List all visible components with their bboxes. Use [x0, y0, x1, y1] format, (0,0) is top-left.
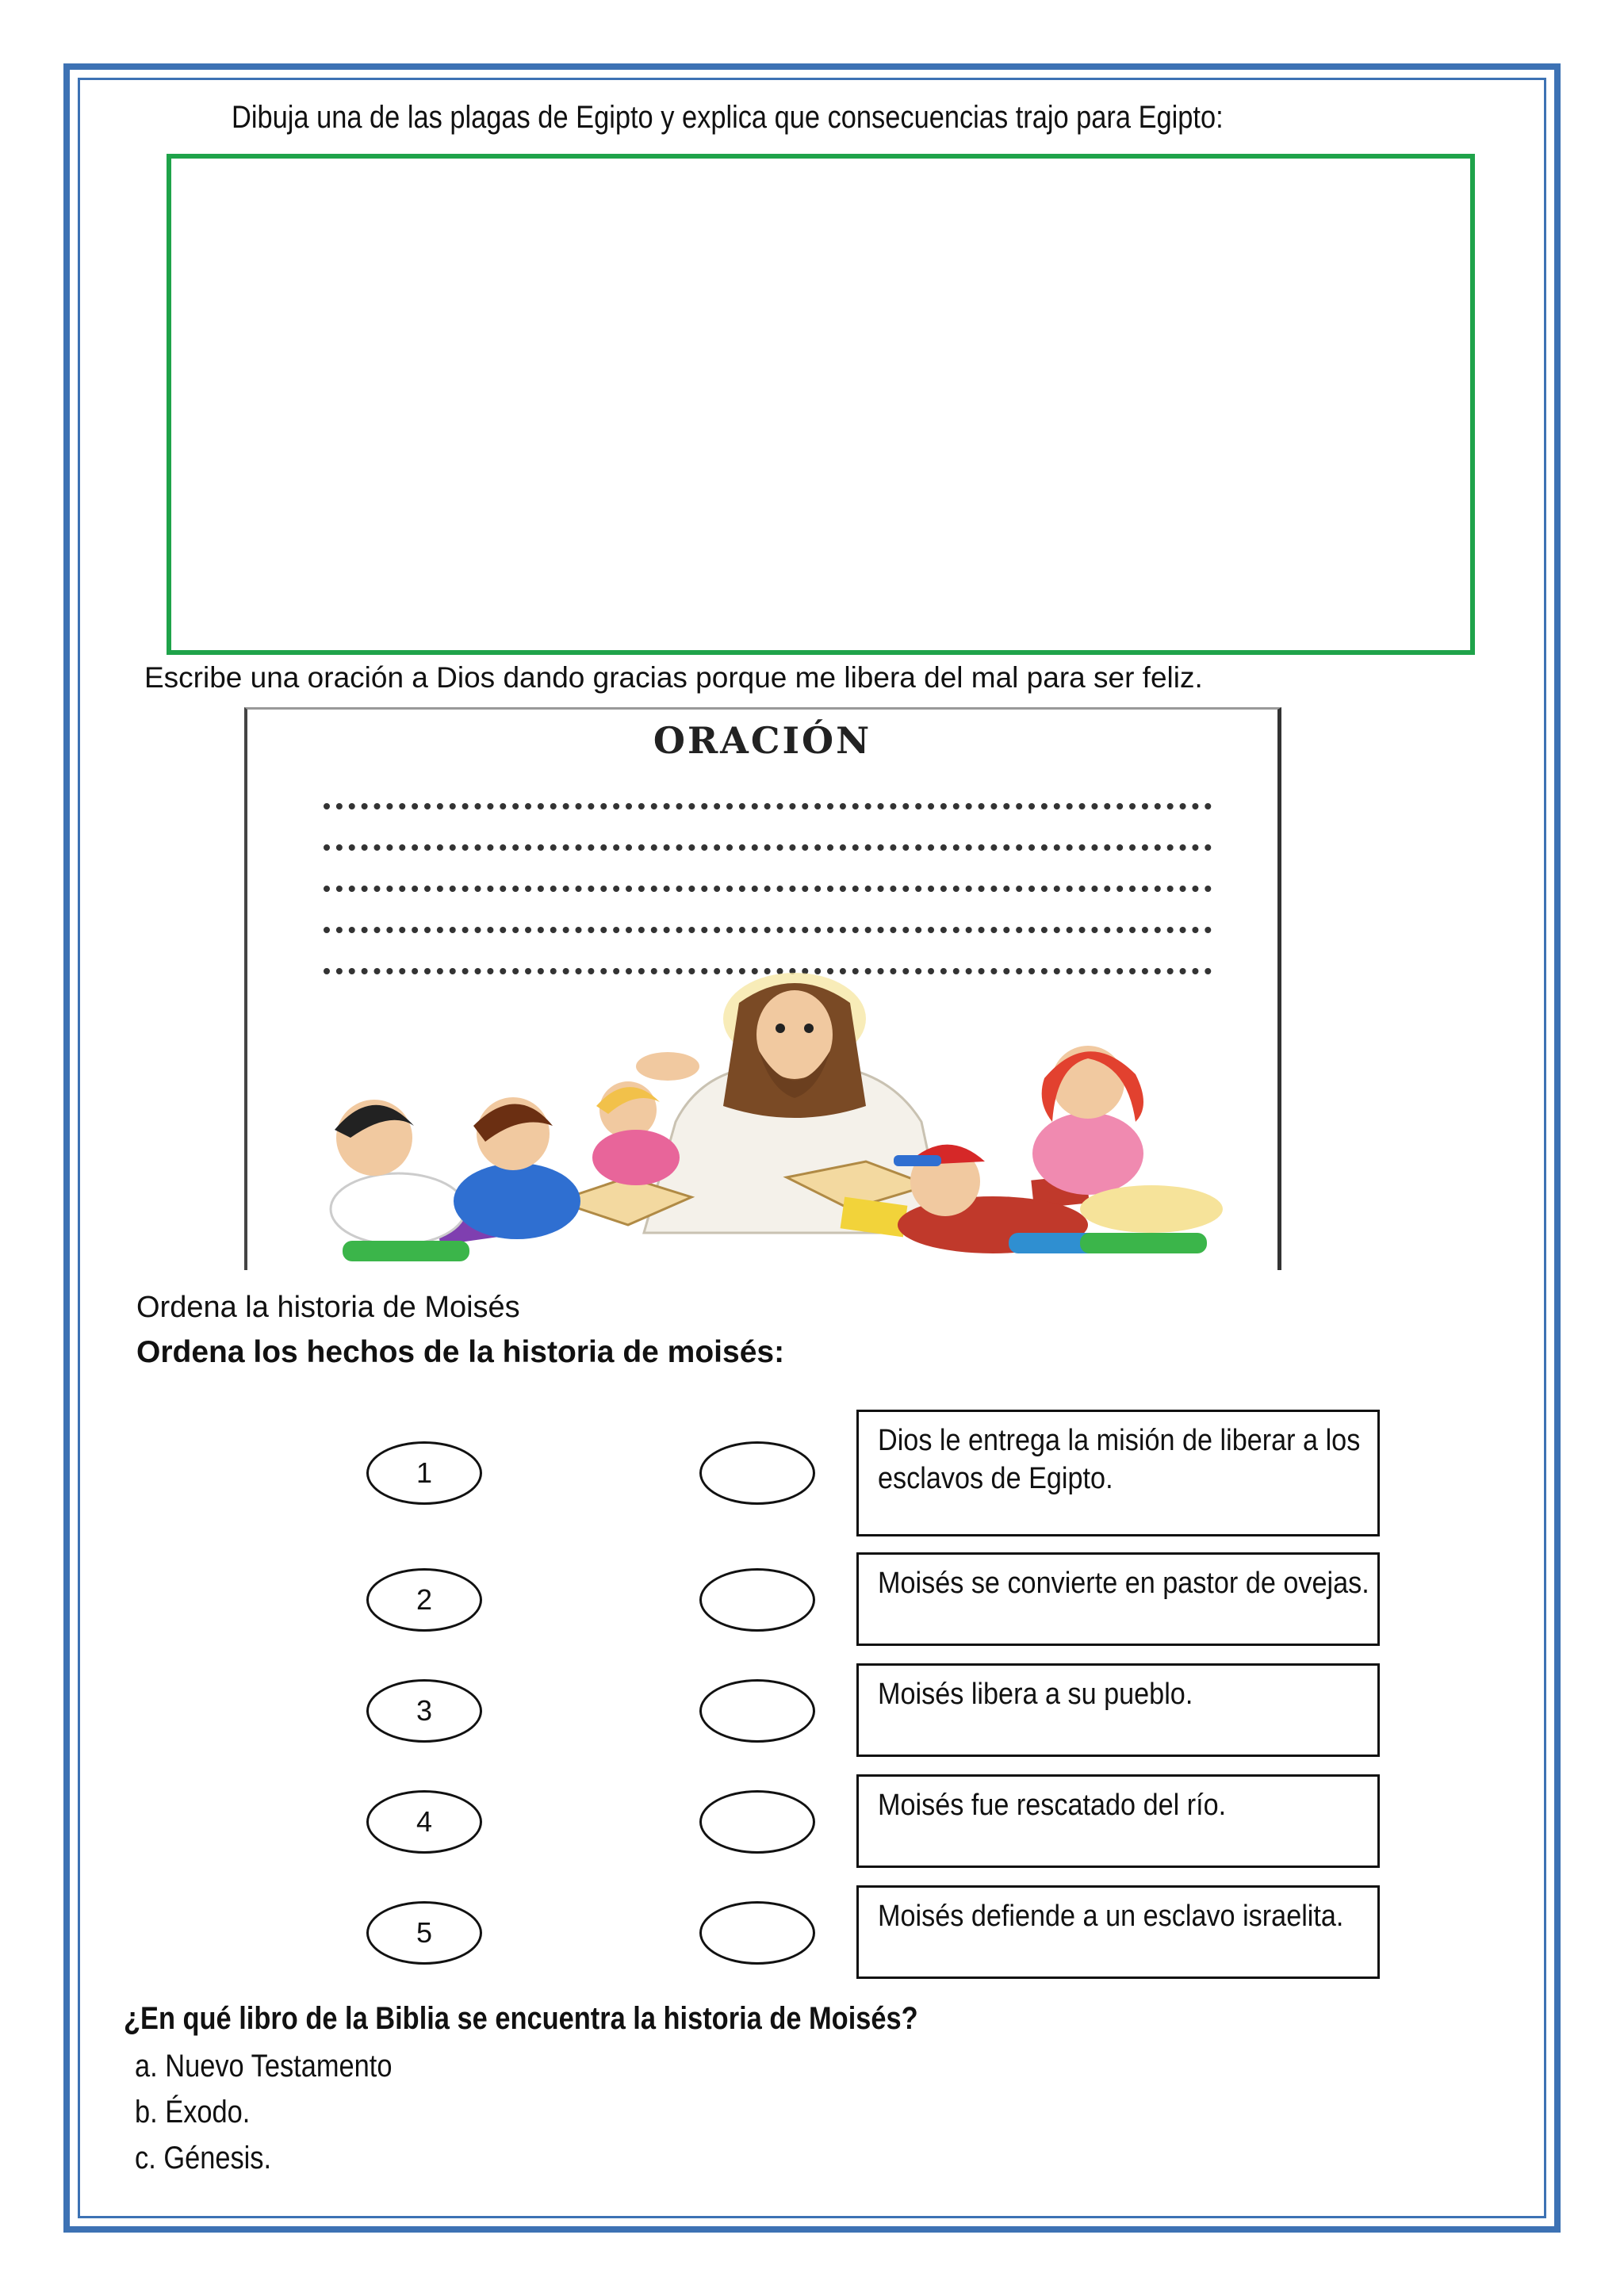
- answer-oval[interactable]: [699, 1568, 815, 1632]
- prayer-instruction: Escribe una oración a Dios dando gracias porque me libera del mal para ser feliz.: [144, 661, 1203, 694]
- prayer-writing-line[interactable]: [324, 803, 1212, 809]
- prayer-writing-line[interactable]: [324, 886, 1212, 892]
- quiz-option-a[interactable]: a. Nuevo Testamento: [135, 2049, 393, 2084]
- event-box: [856, 1552, 1380, 1646]
- prayer-sheet: [244, 707, 1281, 1270]
- jesus-with-children-illustration: [295, 971, 1239, 1270]
- event-box: [856, 1885, 1380, 1979]
- answer-oval[interactable]: [699, 1679, 815, 1743]
- order-heading: Ordena los hechos de la historia de moisés:: [136, 1335, 785, 1369]
- event-text: Moisés defiende a un esclavo israelita.: [878, 1900, 1344, 1933]
- answer-oval[interactable]: [699, 1901, 815, 1965]
- number-label: 2: [416, 1583, 433, 1616]
- quiz-question: ¿En qué libro de la Biblia se encuentra la historia de Moisés?: [124, 2001, 918, 2036]
- prayer-sheet-title: ORACIÓN: [653, 719, 872, 762]
- prayer-writing-line[interactable]: [324, 844, 1212, 851]
- number-label: 4: [416, 1805, 433, 1838]
- number-oval: [366, 1790, 482, 1854]
- event-box: [856, 1663, 1380, 1757]
- drawing-area[interactable]: [167, 154, 1475, 655]
- number-oval: [366, 1679, 482, 1743]
- number-label: 3: [416, 1694, 433, 1727]
- event-text: Moisés libera a su pueblo.: [878, 1678, 1193, 1711]
- event-text: esclavos de Egipto.: [878, 1462, 1113, 1495]
- draw-instruction: Dibuja una de las plagas de Egipto y explica que consecuencias trajo para Egipto:: [232, 100, 1224, 135]
- answer-oval[interactable]: [699, 1790, 815, 1854]
- number-label: 5: [416, 1916, 433, 1949]
- event-text: Moisés se convierte en pastor de ovejas.: [878, 1567, 1369, 1600]
- prayer-writing-line[interactable]: [324, 927, 1212, 933]
- number-oval: [366, 1568, 482, 1632]
- quiz-option-b[interactable]: b. Éxodo.: [135, 2095, 251, 2130]
- number-oval: [366, 1441, 482, 1505]
- event-box: [856, 1774, 1380, 1868]
- event-text: Dios le entrega la misión de liberar a los: [878, 1424, 1361, 1457]
- number-oval: [366, 1901, 482, 1965]
- number-label: 1: [416, 1456, 433, 1489]
- event-text: Moisés fue rescatado del río.: [878, 1789, 1227, 1822]
- order-intro: Ordena la historia de Moisés: [136, 1291, 520, 1324]
- event-box: [856, 1410, 1380, 1536]
- answer-oval[interactable]: [699, 1441, 815, 1505]
- quiz-option-c[interactable]: c. Génesis.: [135, 2141, 272, 2175]
